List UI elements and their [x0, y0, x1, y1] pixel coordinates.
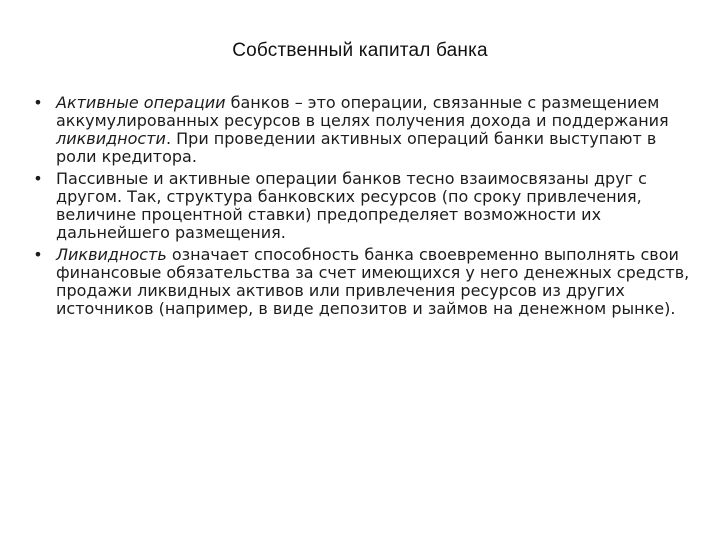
bullet-text: означает способность банка своевременно выполнять свои финансовые обязательства за счет имеющихся у него денежных средств, продажи ликвидных активов или привлечения ресурсов из других источников (например, в виде депозитов и займов на денежном рынке). — [56, 245, 690, 318]
bullet-text: . При проведении активных операций банки выступают в роли кредитора. — [56, 129, 657, 166]
bullet-item-passive-active — [32, 170, 692, 242]
term-liquidity-inline: ликвидности — [56, 129, 166, 148]
bullet-text: Пассивные и активные операции банков тесно взаимосвязаны друг с другом. Так, структура банковских ресурсов (по сроку привлечения, величине процентной ставки) предопределяет возможности их дальнейшего размещения. — [56, 169, 647, 242]
bullet-marker: • — [33, 93, 43, 112]
bullet-item-active-operations — [32, 94, 692, 166]
term-active-operations: Активные операции — [56, 93, 226, 112]
bullet-marker: • — [33, 245, 43, 264]
term-liquidity: Ликвидность — [56, 245, 167, 264]
bullet-item-liquidity — [32, 246, 692, 318]
bullet-text: банков – это операции, связанные с размещением аккумулированных ресурсов в целях получения дохода и поддержания — [56, 93, 669, 130]
slide-title: Собственный капитал банка — [232, 40, 488, 61]
bullet-marker: • — [33, 169, 43, 188]
bullet-list — [32, 94, 692, 322]
